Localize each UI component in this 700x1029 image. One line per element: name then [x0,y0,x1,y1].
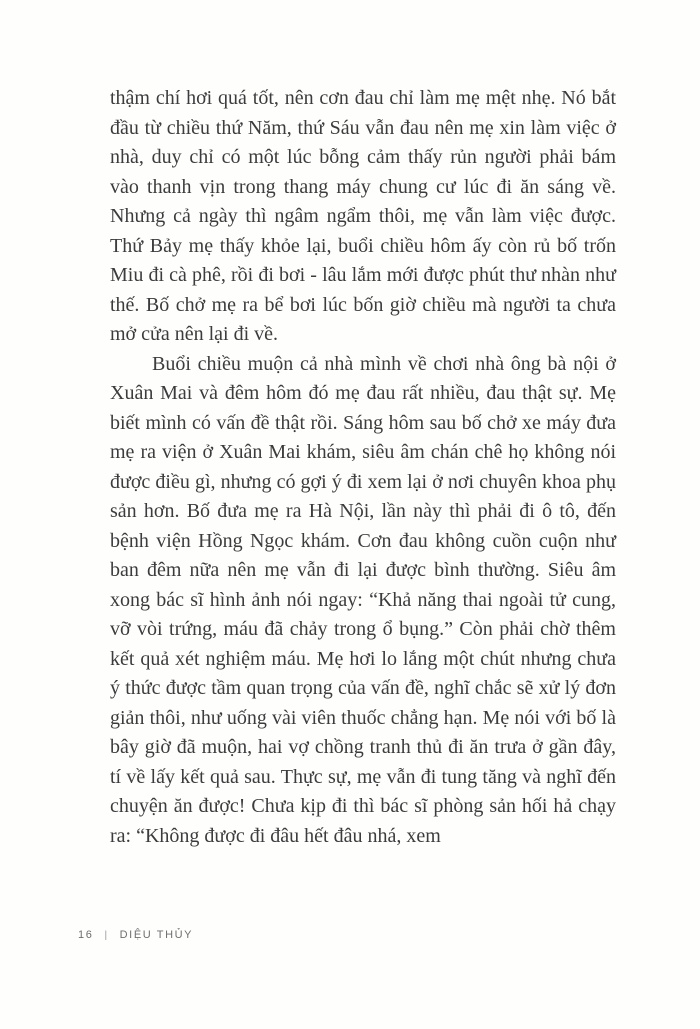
running-title: DIỆU THỦY [119,929,194,941]
page-body [110,84,616,851]
body-paragraph: thậm chí hơi quá tốt, nên cơn đau chỉ làm mẹ mệt nhẹ. Nó bắt đầu từ chiều thứ Năm, thứ Sáu vẫn đau nên mẹ xin làm việc ở nhà, duy chỉ có một lúc bỗng cảm thấy rủn người phải bám vào thanh vịn trong thang máy chung cư lúc đi ăn sáng về. Nhưng cả ngày thì ngâm ngẩm thôi, mẹ vẫn làm việc được. Thứ Bảy mẹ thấy khỏe lại, buổi chiều hôm ấy còn rủ bố trốn Miu đi cà phê, rồi đi bơi - lâu lắm mới được phút thư nhàn như thế. Bố chở mẹ ra bể bơi lúc bốn giờ chiều mà người ta chưa mở cửa nên lại đi về. [110,87,616,345]
footer-separator: | [104,930,109,941]
body-paragraph: Buổi chiều muộn cả nhà mình về chơi nhà ông bà nội ở Xuân Mai và đêm hôm đó mẹ đau rất nhiều, đau thật sự. Mẹ biết mình có vấn đề thật rồi. Sáng hôm sau bố chở xe máy đưa mẹ ra viện ở Xuân Mai khám, siêu âm chán chê họ không nói được điều gì, nhưng có gợi ý đi xem lại ở nơi chuyên khoa phụ sản hơn. Bố đưa mẹ ra Hà Nội, lần này thì phải đi ô tô, đến bệnh viện Hồng Ngọc khám. Cơn đau không cuồn cuộn như ban đêm nữa nên mẹ vẫn đi lại được bình thường. Siêu âm xong bác sĩ hình ảnh nói ngay: “Khả năng thai ngoài tử cung, vỡ vòi trứng, máu đã chảy trong ổ bụng.” Còn phải chờ thêm kết quả xét nghiệm máu. Mẹ hơi lo lắng một chút nhưng chưa ý thức được tầm quan trọng của vấn đề, nghĩ chắc sẽ xử lý đơn giản thôi, như uống vài viên thuốc chẳng hạn. Mẹ nói với bố là bây giờ đã muộn, hai vợ chồng tranh thủ đi ăn trưa ở gần đây, tí về lấy kết quả sau. Thực sự, mẹ vẫn đi tung tăng và nghĩ đến chuyện ăn được! Chưa kịp đi thì bác sĩ phòng sản hối hả chạy ra: “Không được đi đâu hết đâu nhá, xem [110,352,616,847]
page-footer [78,929,193,941]
page-number: 16 [78,929,94,941]
